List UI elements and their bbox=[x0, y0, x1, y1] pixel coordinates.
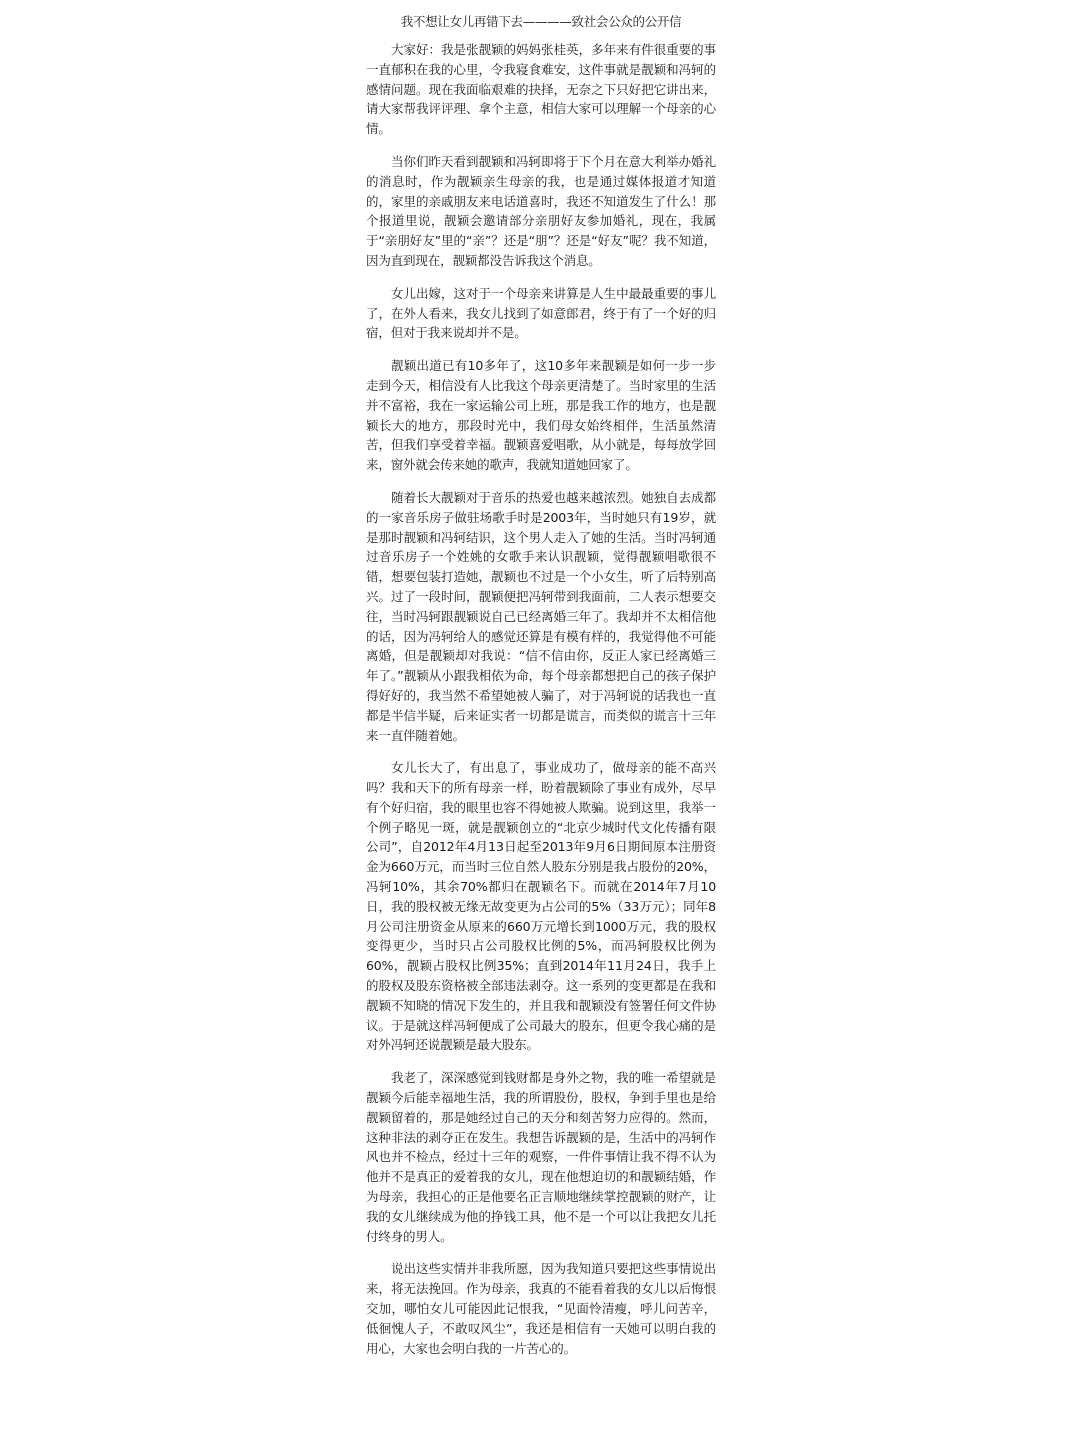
paragraph-greeting: 大家好：我是张靓颖的妈妈张桂英，多年来有件很重要的事一直郁积在我的心里，令我寝食难安，这件事就是靓颖和冯轲的感情问题。现在我面临艰难的抉择，无奈之下只好把它讲出来，请大家帮我评评理、拿个主意，相信大家可以理解一个母亲的心情。 bbox=[366, 42, 716, 137]
paragraph-closing: 说出这些实情并非我所愿，因为我知道只要把这些事情说出来，将无法挽回。作为母亲，我真的不能看着我的女儿以后悔恨交加，哪怕女儿可能因此记恨我，“见面怜清瘦，呼儿问苦辛，低徊愧人子，不敢叹风尘”，我还是相信有一天她可以明白我的用心，大家也会明白我的一片苦心的。 bbox=[366, 1261, 716, 1356]
paragraph-early-life: 靓颖出道已有10多年了，这10多年来靓颖是如何一步一步走到今天，相信没有人比我这个母亲更清楚了。当时家里的生活并不富裕，我在一家运输公司上班，那是我工作的地方，也是靓颖长大的地方，那段时光中，我们母女始终相伴，生活虽然清苦，但我们享受着幸福。靓颖喜爱唱歌，从小就是，每每放学回来，窗外就会传来她的歌声，我就知道她回家了。 bbox=[366, 358, 716, 473]
paragraph-wedding-news: 当你们昨天看到靓颖和冯轲即将于下个月在意大利举办婚礼的消息时，作为靓颖亲生母亲的我，也是通过媒体报道才知道的，家里的亲戚朋友来电话道喜时，我还不知道发生了什么！那个报道里说，靓颖会邀请部分亲朋好友参加婚礼，现在，我属于“亲朋好友”里的“亲”？还是“朋”？还是“好友”呢？我不知道，因为直到现在，靓颖都没告诉我这个消息。 bbox=[366, 153, 716, 268]
paragraph-meeting-feng: 随着长大靓颖对于音乐的热爱也越来越浓烈。她独自去成都的一家音乐房子做驻场歌手时是2003年，当时她只有19岁，就是那时靓颖和冯轲结识，这个男人走入了她的生活。当时冯轲通过音乐房子一个姓姚的女歌手来认识靓颖，觉得靓颖唱歌很不错，想要包装打造她，靓颖也不过是一个小女生，听了后特别高兴。过了一段时间，靓颖便把冯轲带到我面前，二人表示想要交往，当时冯轲跟靓颖说自己已经离婚三年了。我却并不太相信他的话，因为冯轲给人的感觉还算是有模有样的，我觉得他不可能离婚，但是靓颖却对我说：“信不信由你，反正人家已经离婚三年了。”靓颖从小跟我相依为命，每个母亲都想把自己的孩子保护得好好的，我当然不希望她被人骗了，对于冯轲说的话我也一直都是半信半疑，后来证实者一切都是谎言，而类似的谎言十三年来一直伴随着她。 bbox=[366, 489, 716, 743]
paragraph-daughter-marriage: 女儿出嫁，这对于一个母亲来讲算是人生中最最重要的事儿了，在外人看来，我女儿找到了如意郎君，终于有了一个好的归宿，但对于我来说却并不是。 bbox=[366, 285, 716, 341]
open-letter-article bbox=[366, 8, 716, 1371]
letter-title: 我不想让女儿再错下去————致社会公众的公开信 bbox=[400, 14, 682, 29]
paragraph-concerns: 我老了，深深感觉到钱财都是身外之物，我的唯一希望就是靓颖今后能幸福地生活，我的所谓股份，股权，争到手里也是给靓颖留着的，那是她经过自己的天分和刻苦努力应得的。然而，这种非法的剥夺正在发生。我想告诉靓颖的是，生活中的冯轲作风也并不检点，经过十三年的观察，一件件事情让我不得不认为他并不是真正的爱着我的女儿，现在他想迫切的和靓颖结婚，作为母亲，我担心的正是他要名正言顺地继续掌控靓颖的财产，让我的女儿继续成为他的挣钱工具，他不是一个可以让我把女儿托付终身的男人。 bbox=[366, 1070, 716, 1244]
paragraph-company-shares: 女儿长大了，有出息了，事业成功了，做母亲的能不高兴吗？我和天下的所有母亲一样，盼着靓颖除了事业有成外，尽早有个好归宿，我的眼里也容不得她被人欺骗。说到这里，我举一个例子略见一斑，就是靓颖创立的“北京少城时代文化传播有限公司”，自2012年4月13日起至2013年9月6日期间原本注册资金为660万元，而当时三位自然人股东分别是我占股份的20%，冯轲10%，其余70%都归在靓颖名下。而就在2014年7月10日，我的股权被无缘无故变更为占公司的5%（33万元）；同年8月公司注册资金从原来的660万元增长到1000万元，我的股权变得更少，当时只占公司股权比例的5%，而冯轲股权比例为60%，靓颖占股权比例35%；直到2014年11月24日，我手上的股权及股东资格被全部违法剥夺。这一系列的变更都是在我和靓颖不知晓的情况下发生的，并且我和靓颖没有签署任何文件协议。于是就这样冯轲便成了公司最大的股东，但更令我心痛的是对外冯轲还说靓颖是最大股东。 bbox=[366, 760, 716, 1053]
